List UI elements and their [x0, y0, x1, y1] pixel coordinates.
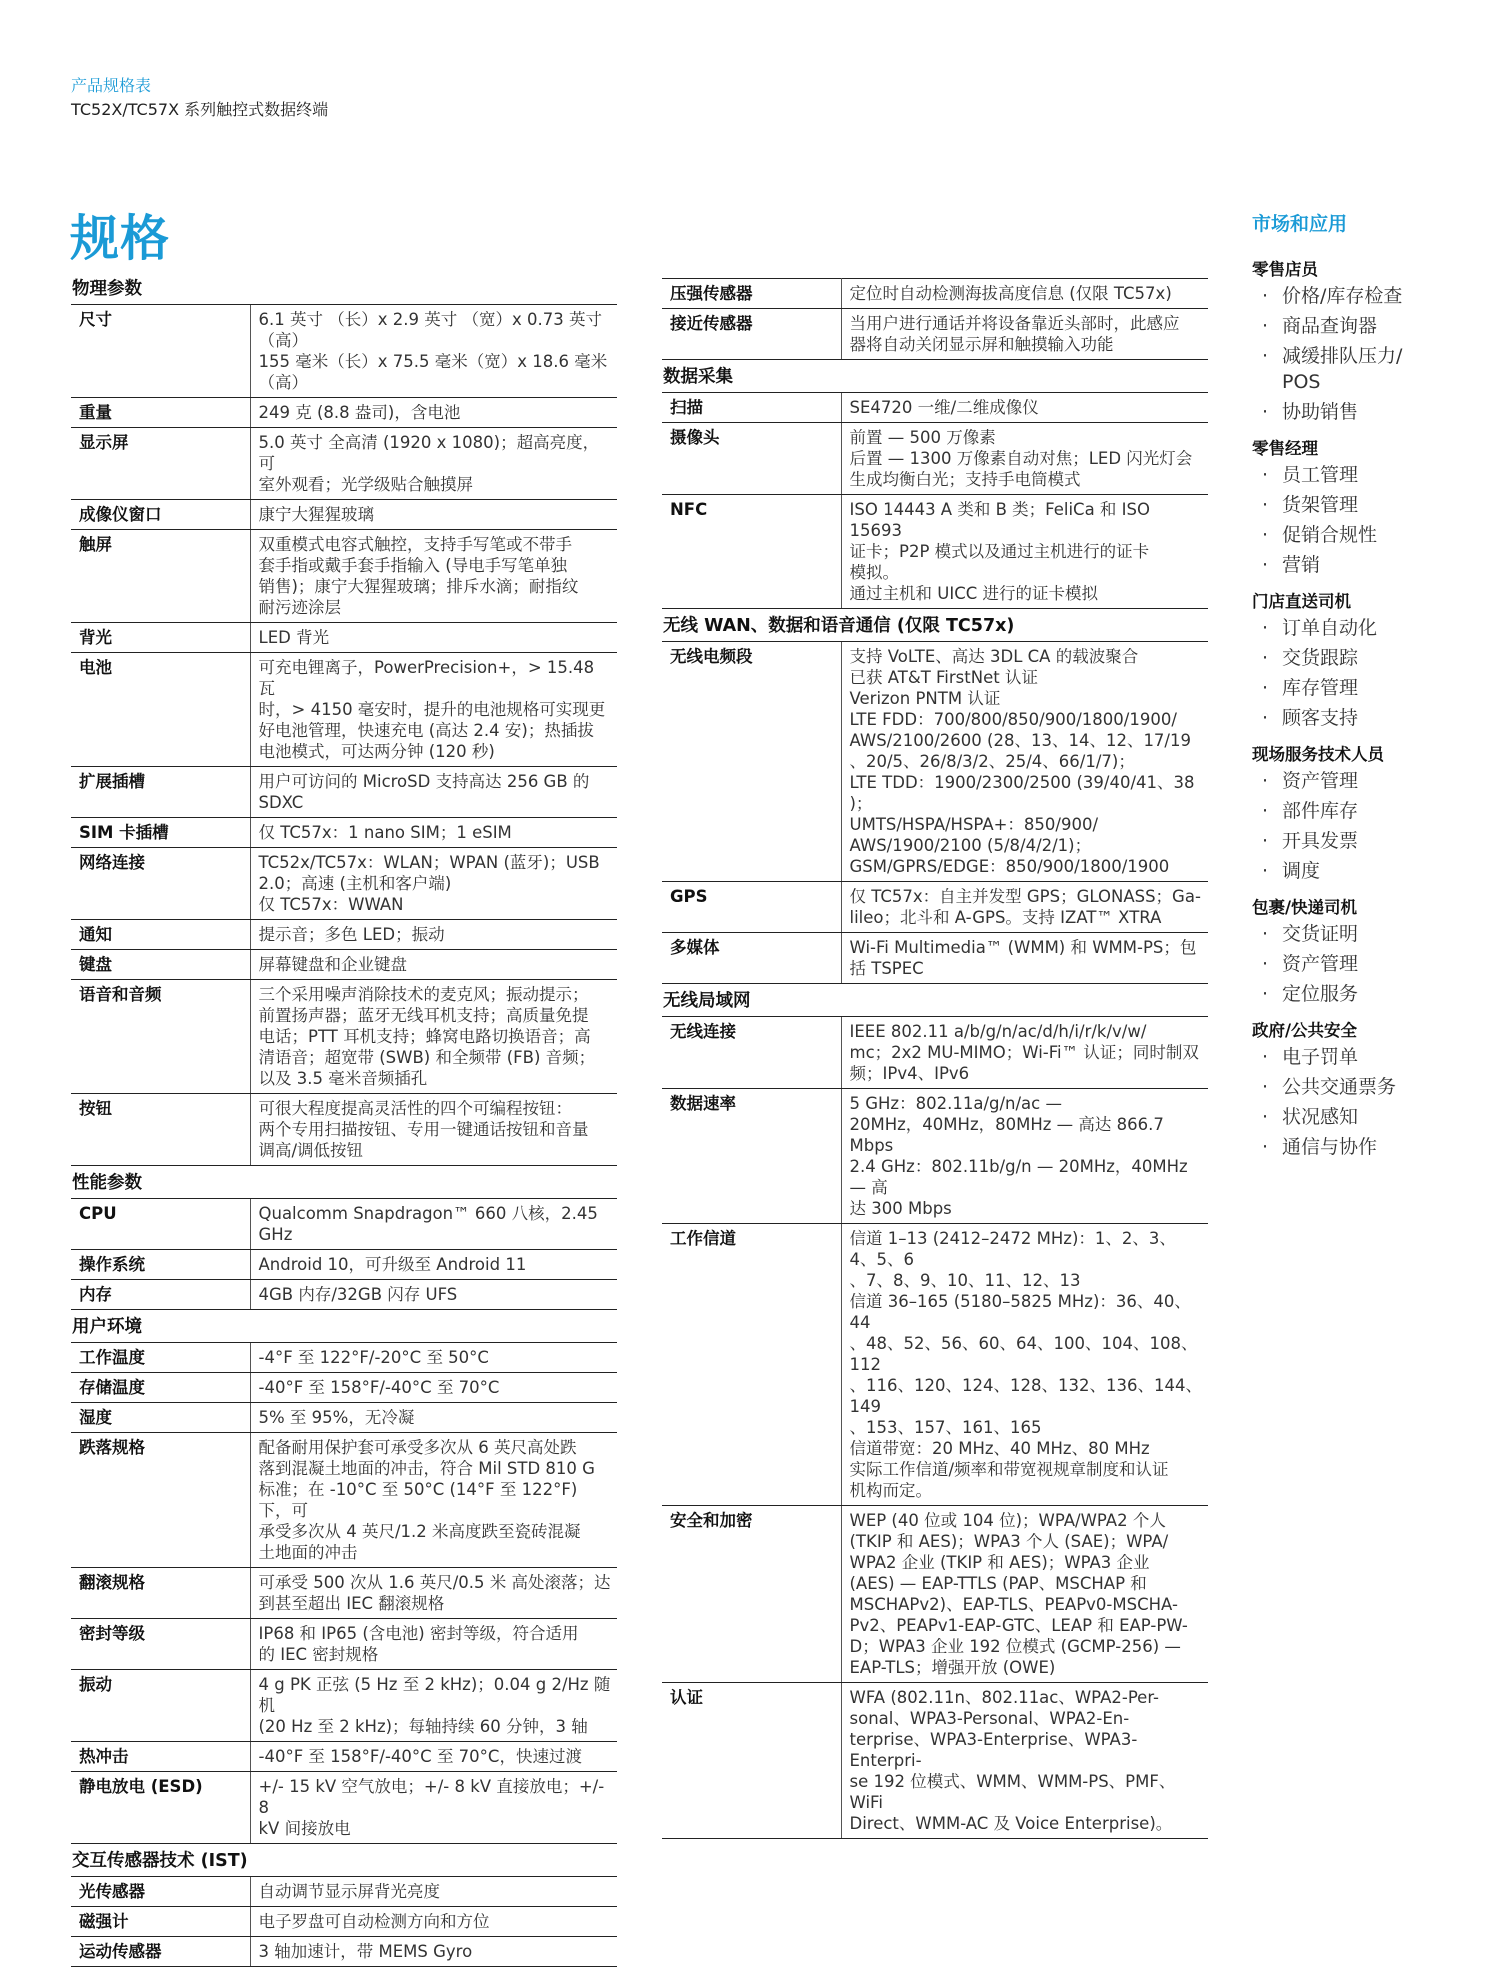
spec-row [662, 642, 1208, 882]
sidebar-list-item [1252, 951, 1472, 977]
sidebar-list-item [1252, 552, 1472, 578]
sidebar-item-label: 电子罚单 [1282, 1046, 1359, 1068]
sidebar-item-label: 订单自动化 [1282, 617, 1378, 639]
sidebar-item-label: 库存管理 [1282, 677, 1359, 699]
spec-label: 振动 [71, 1670, 250, 1742]
sidebar-title: 市场和应用 [1252, 213, 1348, 235]
sidebar-list-item [1252, 1074, 1472, 1100]
spec-table [71, 1877, 617, 1967]
sidebar-item-label: 调度 [1282, 860, 1321, 882]
spec-row [71, 1433, 617, 1568]
spec-section [71, 1310, 617, 1844]
spec-column-right [662, 278, 1208, 1839]
spec-row [71, 1937, 617, 1967]
bullet-icon: · [1262, 524, 1269, 546]
sidebar-list-item [1252, 828, 1472, 854]
sidebar-list-item [1252, 1104, 1472, 1130]
sidebar-group [1252, 894, 1472, 1007]
spec-row [662, 1224, 1208, 1506]
sidebar-group-title: 零售经理 [1252, 439, 1318, 458]
spec-row [71, 1280, 617, 1310]
spec-row [662, 1506, 1208, 1683]
spec-row [71, 1877, 617, 1907]
spec-row [71, 500, 617, 530]
spec-value: WFA (802.11n、802.11ac、WPA2-Per- sonal、WPA3-Personal、WPA2-En- terprise、WPA3-Enterprise、WPA3-Enterpri- se 192 位模式、WMM、WMM-PS、PMF、WiFi Direct、WMM-AC 及 Voice Enterprise)。 [841, 1683, 1208, 1839]
spec-row [662, 309, 1208, 360]
spec-label: 键盘 [71, 950, 250, 980]
bullet-icon: · [1262, 554, 1269, 576]
sidebar-item-label: 状况感知 [1282, 1106, 1359, 1128]
page-title: 规格 [70, 210, 171, 267]
spec-value: ISO 14443 A 类和 B 类；FeliCa 和 ISO 15693 证卡；P2P 模式以及通过主机进行的证卡 模拟。 通过主机和 UICC 进行的证卡模拟 [841, 495, 1208, 609]
spec-section [662, 984, 1208, 1839]
spec-value: 用户可访问的 MicroSD 支持高达 256 GB 的 SDXC [250, 767, 617, 818]
spec-value: 5 GHz：802.11a/g/n/ac — 20MHz，40MHz，80MHz — 高达 866.7 Mbps 2.4 GHz：802.11b/g/n — 20MHz，40MHz — 高 达 300 Mbps [841, 1089, 1208, 1224]
sidebar-list-item [1252, 981, 1472, 1007]
spec-value: IEEE 802.11 a/b/g/n/ac/d/h/i/r/k/v/w/ mc；2x2 MU-MIMO；Wi-Fi™ 认证；同时制双 频；IPv4、IPv6 [841, 1017, 1208, 1089]
spec-row [71, 848, 617, 920]
spec-row [71, 653, 617, 767]
sidebar-item-label: 货架管理 [1282, 494, 1359, 516]
sidebar-list-item [1252, 343, 1472, 395]
sidebar-group-title: 零售店员 [1252, 260, 1318, 279]
spec-row [71, 950, 617, 980]
bullet-icon: · [1262, 770, 1269, 792]
spec-section [662, 360, 1208, 609]
sidebar-list-item [1252, 313, 1472, 339]
spec-value: 可很大程度提高灵活性的四个可编程按钮： 两个专用扫描按钮、专用一键通话按钮和音量 调高/调低按钮 [250, 1094, 617, 1166]
spec-value: 信道 1–13 (2412–2472 MHz)：1、2、3、4、5、6 、7、8、9、10、11、12、13 信道 36–165 (5180–5825 MHz)：36、40、44 、48、52、56、60、64、100、104、108、112 、116、120、124、128、132、136、144、149 、153、157、161、165 信道带宽：20 MHz、40 MHz、80 MHz 实际工作信道/频率和带宽视规章制度和认证 机构而定。 [841, 1224, 1208, 1506]
sidebar-item-label: 公共交通票务 [1282, 1076, 1397, 1098]
spec-label: 扩展插槽 [71, 767, 250, 818]
spec-value: SE4720 一维/二维成像仪 [841, 393, 1208, 423]
spec-label: CPU [71, 1199, 250, 1250]
spec-value: 提示音；多色 LED；振动 [250, 920, 617, 950]
spec-value: 仅 TC57x：1 nano SIM；1 eSIM [250, 818, 617, 848]
sidebar-list-item [1252, 921, 1472, 947]
spec-row [71, 398, 617, 428]
sidebar-list-item [1252, 705, 1472, 731]
sidebar-group-title: 现场服务技术人员 [1252, 745, 1384, 764]
bullet-icon: · [1262, 1106, 1269, 1128]
spec-label: 数据速率 [662, 1089, 841, 1224]
spec-value: 当用户进行通话并将设备靠近头部时，此感应 器将自动关闭显示屏和触摸输入功能 [841, 309, 1208, 360]
section-title: 性能参数 [71, 1166, 617, 1199]
sidebar-list-item [1252, 645, 1472, 671]
sidebar-item-label: 促销合规性 [1282, 524, 1378, 546]
sidebar-item-label: 资产管理 [1282, 953, 1359, 975]
spec-label: 按钮 [71, 1094, 250, 1166]
spec-row [71, 1907, 617, 1937]
spec-value: +/- 15 kV 空气放电；+/- 8 kV 直接放电；+/- 8 kV 间接放电 [250, 1772, 617, 1844]
bullet-icon: · [1262, 923, 1269, 945]
sidebar-group [1252, 256, 1472, 425]
spec-label: 跌落规格 [71, 1433, 250, 1568]
sidebar-list-item [1252, 1044, 1472, 1070]
spec-row [71, 767, 617, 818]
sidebar-list-item [1252, 522, 1472, 548]
sidebar-group-title: 政府/公共安全 [1252, 1021, 1358, 1040]
spec-value: TC52x/TC57x：WLAN；WPAN (蓝牙)；USB 2.0；高速 (主机和客户端) 仅 TC57x：WWAN [250, 848, 617, 920]
spec-value: WEP (40 位或 104 位)；WPA/WPA2 个人 (TKIP 和 AES)；WPA3 个人 (SAE)；WPA/ WPA2 企业 (TKIP 和 AES)；WPA3 企业 (AES) — EAP-TTLS (PAP、MSCHAP 和 MSCHAPv2)、EAP-TLS、PEAPv0-MSCHA- Pv2、PEAPv1-EAP-GTC、LEAP 和 EAP-PW- D；WPA3 企业 192 位模式 (GCMP-256) — EAP-TLS；增强开放 (OWE) [841, 1506, 1208, 1683]
spec-value: 屏幕键盘和企业键盘 [250, 950, 617, 980]
spec-label: 光传感器 [71, 1877, 250, 1907]
spec-value: 可承受 500 次从 1.6 英尺/0.5 米 高处滚落；达 到甚至超出 IEC 翻滚规格 [250, 1568, 617, 1619]
spec-label: 扫描 [662, 393, 841, 423]
spec-value: IP68 和 IP65 (含电池) 密封等级，符合适用 的 IEC 密封规格 [250, 1619, 617, 1670]
spec-value: 6.1 英寸 （长）x 2.9 英寸 （宽）x 0.73 英寸 （高） 155 毫米（长）x 75.5 毫米（宽）x 18.6 毫米 （高） [250, 305, 617, 398]
spec-row [662, 495, 1208, 609]
markets-sidebar [1252, 209, 1472, 1170]
sidebar-list-item [1252, 675, 1472, 701]
spec-row [71, 1373, 617, 1403]
section-title: 无线局域网 [662, 984, 1208, 1017]
spec-section [71, 272, 617, 1166]
bullet-icon: · [1262, 800, 1269, 822]
spec-row [662, 1017, 1208, 1089]
section-title: 用户环境 [71, 1310, 617, 1343]
spec-row [71, 818, 617, 848]
spec-label: 热冲击 [71, 1742, 250, 1772]
bullet-icon: · [1262, 677, 1269, 699]
spec-value: -4°F 至 122°F/-20°C 至 50°C [250, 1343, 617, 1373]
spec-value: Wi-Fi Multimedia™ (WMM) 和 WMM-PS；包 括 TSPEC [841, 933, 1208, 984]
spec-value: Android 10，可升级至 Android 11 [250, 1250, 617, 1280]
sidebar-groups [1252, 256, 1472, 1160]
spec-label: 语音和音频 [71, 980, 250, 1094]
bullet-icon: · [1262, 315, 1269, 337]
sidebar-group-title: 门店直送司机 [1252, 592, 1351, 611]
spec-table [71, 1199, 617, 1310]
spec-label: 成像仪窗口 [71, 500, 250, 530]
sidebar-list-item [1252, 283, 1472, 309]
spec-row [71, 623, 617, 653]
spec-label: 安全和加密 [662, 1506, 841, 1683]
sidebar-group [1252, 588, 1472, 731]
spec-value: 定位时自动检测海拔高度信息 (仅限 TC57x) [841, 279, 1208, 309]
spec-row [71, 305, 617, 398]
bullet-icon: · [1262, 345, 1269, 367]
spec-label: 背光 [71, 623, 250, 653]
spec-column-left [71, 272, 617, 1967]
spec-row [662, 279, 1208, 309]
sidebar-group [1252, 1017, 1472, 1160]
spec-row [662, 423, 1208, 495]
bullet-icon: · [1262, 1076, 1269, 1098]
sidebar-list-item [1252, 462, 1472, 488]
spec-label: 操作系统 [71, 1250, 250, 1280]
sidebar-item-label: 减缓排队压力/ POS [1282, 345, 1403, 393]
spec-table [662, 642, 1208, 984]
spec-label: 工作信道 [662, 1224, 841, 1506]
spec-section [662, 278, 1208, 360]
spec-value: 5% 至 95%，无冷凝 [250, 1403, 617, 1433]
spec-label: 网络连接 [71, 848, 250, 920]
spec-label: 静电放电 (ESD) [71, 1772, 250, 1844]
spec-value: 5.0 英寸 全高清 (1920 x 1080)；超高亮度，可 室外观看；光学级贴合触摸屏 [250, 428, 617, 500]
bullet-icon: · [1262, 494, 1269, 516]
sidebar-item-label: 员工管理 [1282, 464, 1359, 486]
spec-value: 电子罗盘可自动检测方向和方位 [250, 1907, 617, 1937]
spec-row [71, 1772, 617, 1844]
bullet-icon: · [1262, 860, 1269, 882]
sidebar-list-item [1252, 768, 1472, 794]
spec-label: GPS [662, 882, 841, 933]
sidebar-item-label: 定位服务 [1282, 983, 1359, 1005]
bullet-icon: · [1262, 953, 1269, 975]
sidebar-item-label: 部件库存 [1282, 800, 1359, 822]
sidebar-item-label: 营销 [1282, 554, 1321, 576]
spec-label: 显示屏 [71, 428, 250, 500]
spec-label: 无线连接 [662, 1017, 841, 1089]
spec-row [71, 1199, 617, 1250]
sidebar-group [1252, 435, 1472, 578]
bullet-icon: · [1262, 983, 1269, 1005]
spec-value: 249 克 (8.8 盎司)，含电池 [250, 398, 617, 428]
spec-value: 三个采用噪声消除技术的麦克风；振动提示； 前置扬声器；蓝牙无线耳机支持；高质量免提 电话；PTT 耳机支持；蜂窝电路切换语音；高 清语音；超宽带 (SWB) 和全频带 (FB) 音频； 以及 3.5 毫米音频插孔 [250, 980, 617, 1094]
sidebar-group [1252, 741, 1472, 884]
spec-row [71, 530, 617, 623]
spec-table [71, 1343, 617, 1844]
sidebar-item-label: 开具发票 [1282, 830, 1359, 852]
spec-label: 尺寸 [71, 305, 250, 398]
spec-label: 内存 [71, 1280, 250, 1310]
bullet-icon: · [1262, 647, 1269, 669]
spec-row [662, 882, 1208, 933]
spec-value: 4 g PK 正弦 (5 Hz 至 2 kHz)；0.04 g 2/Hz 随机 (20 Hz 至 2 kHz)；每轴持续 60 分钟，3 轴 [250, 1670, 617, 1742]
sidebar-list-item [1252, 399, 1472, 425]
spec-label: 密封等级 [71, 1619, 250, 1670]
sidebar-item-label: 通信与协作 [1282, 1136, 1378, 1158]
spec-section [71, 1844, 617, 1967]
spec-row [71, 1343, 617, 1373]
sidebar-group-title: 包裹/快递司机 [1252, 898, 1358, 917]
bullet-icon: · [1262, 707, 1269, 729]
spec-table [662, 278, 1208, 360]
spec-value: -40°F 至 158°F/-40°C 至 70°C，快速过渡 [250, 1742, 617, 1772]
spec-value: 可充电锂离子，PowerPrecision+，> 15.48 瓦 时，> 4150 毫安时，提升的电池规格可实现更 好电池管理，快速充电 (高达 2.4 安)；热插拔 电池模式，可达两分钟 (120 秒) [250, 653, 617, 767]
spec-label: 接近传感器 [662, 309, 841, 360]
spec-row [71, 1670, 617, 1742]
spec-value: -40°F 至 158°F/-40°C 至 70°C [250, 1373, 617, 1403]
spec-row [662, 393, 1208, 423]
sidebar-item-label: 交货跟踪 [1282, 647, 1359, 669]
spec-section [662, 609, 1208, 984]
sidebar-item-label: 价格/库存检查 [1282, 285, 1403, 307]
spec-label: 工作温度 [71, 1343, 250, 1373]
section-title: 无线 WAN、数据和语音通信 (仅限 TC57x) [662, 609, 1208, 642]
spec-row [71, 1403, 617, 1433]
spec-value: 3 轴加速计，带 MEMS Gyro [250, 1937, 617, 1967]
spec-value: 双重模式电容式触控，支持手写笔或不带手 套手指或戴手套手指输入 (导电手写笔单独 销售)；康宁大猩猩玻璃；排斥水滴；耐指纹 耐污迹涂层 [250, 530, 617, 623]
sidebar-list-item [1252, 1134, 1472, 1160]
sidebar-item-label: 协助销售 [1282, 401, 1359, 423]
spec-label: 运动传感器 [71, 1937, 250, 1967]
spec-label: 摄像头 [662, 423, 841, 495]
spec-value: 康宁大猩猩玻璃 [250, 500, 617, 530]
section-title: 交互传感器技术 (IST) [71, 1844, 617, 1877]
spec-label: 湿度 [71, 1403, 250, 1433]
spec-row [662, 1683, 1208, 1839]
sidebar-item-label: 商品查询器 [1282, 315, 1378, 337]
spec-value: 自动调节显示屏背光亮度 [250, 1877, 617, 1907]
sidebar-item-label: 资产管理 [1282, 770, 1359, 792]
document-subtitle: TC52X/TC57X 系列触控式数据终端 [71, 100, 329, 119]
spec-row [71, 1568, 617, 1619]
section-title: 物理参数 [71, 272, 617, 305]
spec-label: 磁强计 [71, 1907, 250, 1937]
spec-row [71, 980, 617, 1094]
spec-row [71, 920, 617, 950]
spec-label: 存储温度 [71, 1373, 250, 1403]
bullet-icon: · [1262, 617, 1269, 639]
bullet-icon: · [1262, 830, 1269, 852]
bullet-icon: · [1262, 285, 1269, 307]
sidebar-list-item [1252, 615, 1472, 641]
spec-row [662, 933, 1208, 984]
section-title: 数据采集 [662, 360, 1208, 393]
spec-value: Qualcomm Snapdragon™ 660 八核，2.45 GHz [250, 1199, 617, 1250]
spec-value: 4GB 内存/32GB 闪存 UFS [250, 1280, 617, 1310]
spec-label: 触屏 [71, 530, 250, 623]
spec-table [662, 393, 1208, 609]
spec-row [662, 1089, 1208, 1224]
spec-row [71, 428, 617, 500]
spec-label: 多媒体 [662, 933, 841, 984]
spec-label: 压强传感器 [662, 279, 841, 309]
sidebar-item-label: 顾客支持 [1282, 707, 1359, 729]
spec-value: 前置 — 500 万像素 后置 — 1300 万像素自动对焦；LED 闪光灯会 生成均衡白光；支持手电筒模式 [841, 423, 1208, 495]
spec-label: 通知 [71, 920, 250, 950]
spec-section [71, 1166, 617, 1310]
spec-label: NFC [662, 495, 841, 609]
spec-label: 电池 [71, 653, 250, 767]
spec-value: LED 背光 [250, 623, 617, 653]
spec-label: 无线电频段 [662, 642, 841, 882]
bullet-icon: · [1262, 401, 1269, 423]
document-category: 产品规格表 [71, 76, 152, 95]
spec-label: 重量 [71, 398, 250, 428]
bullet-icon: · [1262, 464, 1269, 486]
sidebar-list-item [1252, 798, 1472, 824]
spec-label: SIM 卡插槽 [71, 818, 250, 848]
spec-row [71, 1619, 617, 1670]
spec-table [71, 305, 617, 1166]
spec-row [71, 1094, 617, 1166]
sidebar-list-item [1252, 492, 1472, 518]
bullet-icon: · [1262, 1046, 1269, 1068]
sidebar-list-item [1252, 858, 1472, 884]
spec-value: 配备耐用保护套可承受多次从 6 英尺高处跌 落到混凝土地面的冲击，符合 Mil STD 810 G 标准；在 -10°C 至 50°C (14°F 至 122°F) 下，可 承受多次从 4 英尺/1.2 米高度跌至瓷砖混凝 土地面的冲击 [250, 1433, 617, 1568]
spec-row [71, 1250, 617, 1280]
sidebar-item-label: 交货证明 [1282, 923, 1359, 945]
spec-label: 翻滚规格 [71, 1568, 250, 1619]
spec-value: 仅 TC57x：自主并发型 GPS；GLONASS；Ga- lileo；北斗和 A-GPS。支持 IZAT™ XTRA [841, 882, 1208, 933]
bullet-icon: · [1262, 1136, 1269, 1158]
spec-value: 支持 VoLTE、高达 3DL CA 的载波聚合 已获 AT&T FirstNet 认证 Verizon PNTM 认证 LTE FDD：700/800/850/900/1800/1900/ AWS/2100/2600 (28、13、14、12、17/19 、20/5、26/8/3/2、25/4、66/1/7)； LTE TDD：1900/2300/2500 (39/40/41、38 )； UMTS/HSPA/HSPA+：850/900/ AWS/1900/2100 (5/8/4/2/1)； GSM/GPRS/EDGE：850/900/1800/1900 [841, 642, 1208, 882]
spec-table [662, 1017, 1208, 1839]
spec-row [71, 1742, 617, 1772]
spec-label: 认证 [662, 1683, 841, 1839]
